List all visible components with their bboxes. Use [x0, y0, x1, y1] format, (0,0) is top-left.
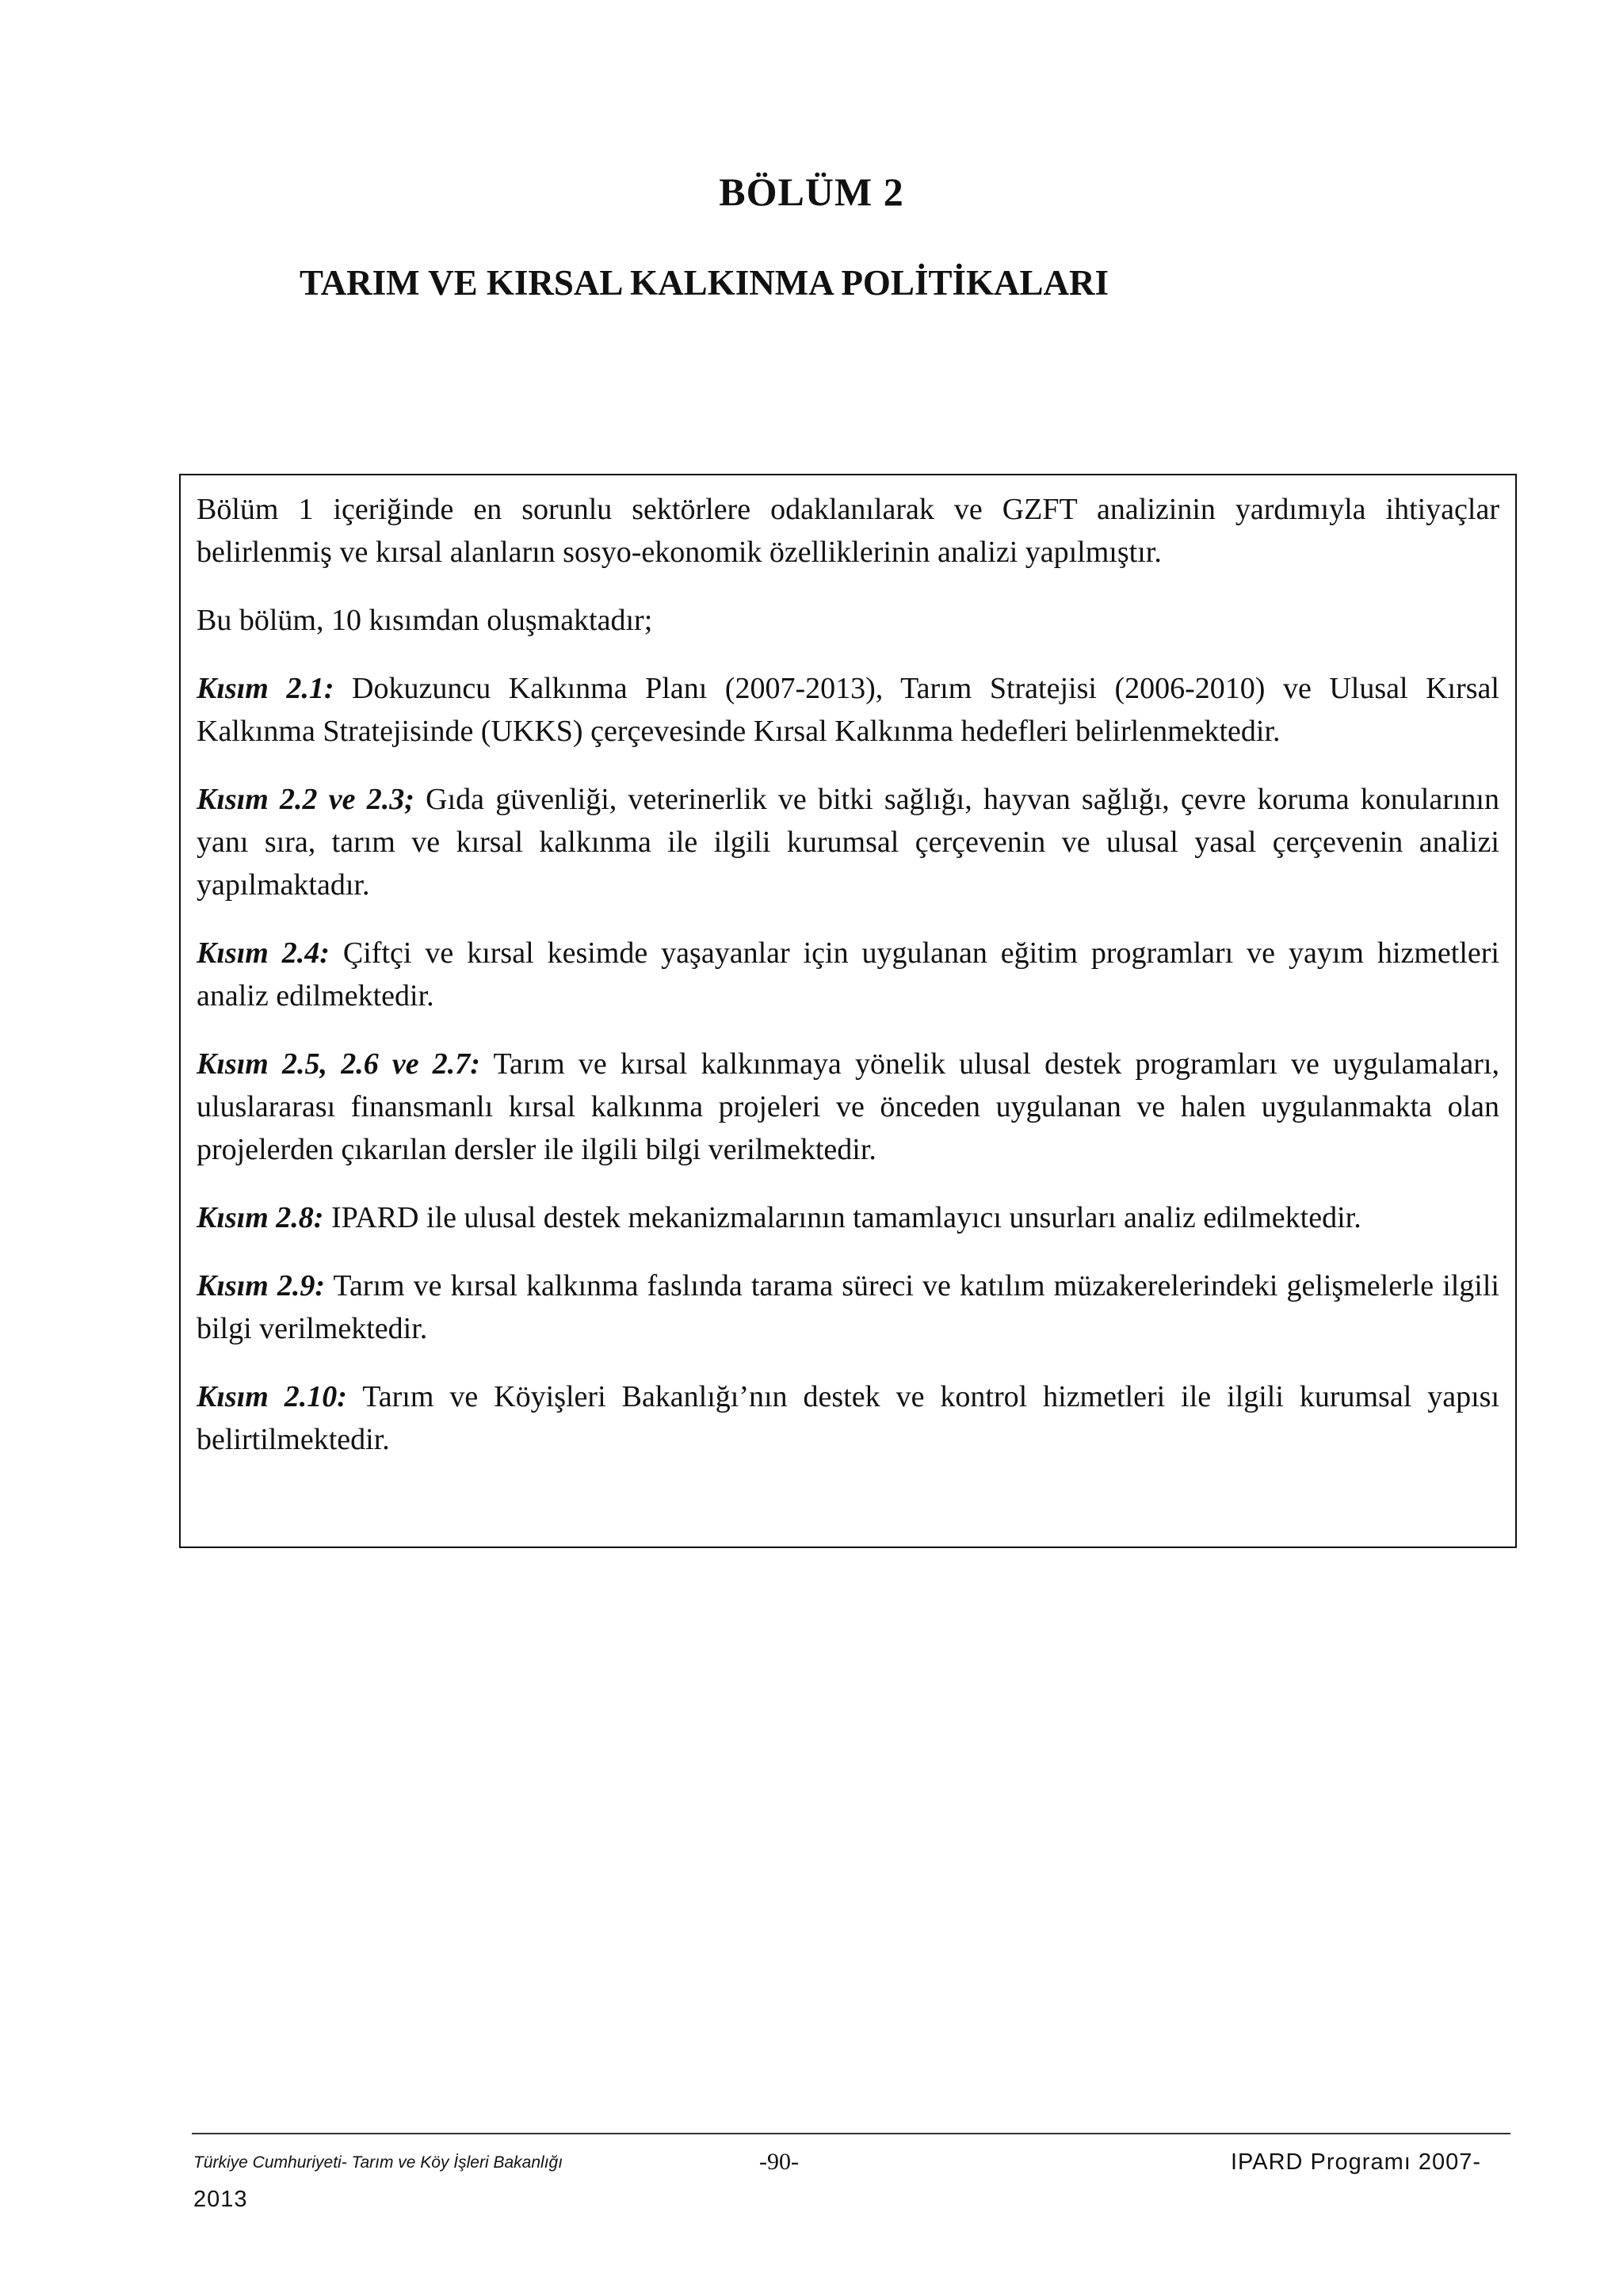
- footer-ministry: Türkiye Cumhuriyeti- Tarım ve Köy İşleri Bakanlığı: [193, 2153, 563, 2172]
- section-paragraph-2-9: [197, 1264, 1499, 1350]
- section-label: Kısım 2.10:: [197, 1380, 347, 1413]
- section-text: Çiftçi ve kırsal kesimde yaşayanlar için uygulanan eğitim programları ve yayım hizmetleri analiz edilmektedir.: [197, 936, 1499, 1013]
- section-paragraph-2-8: [197, 1196, 1499, 1239]
- intro-paragraph: Bölüm 1 içeriğinde en sorunlu sektörlere odaklanılarak ve GZFT analizinin yardımıyla ihtiyaçlar belirlenmiş ve kırsal alanların sosyo-ekonomik özelliklerinin analizi yapılmıştır.: [197, 493, 1499, 569]
- section-label: Kısım 2.2 ve 2.3;: [197, 783, 414, 816]
- section-paragraph-2-10: [197, 1375, 1499, 1461]
- section-paragraph-2-2-2-3: [197, 778, 1499, 906]
- section-text: IPARD ile ulusal destek mekanizmalarının tamamlayıcı unsurları analiz edilmektedir.: [323, 1201, 1361, 1234]
- section-text: Gıda güvenliği, veterinerlik ve bitki sağlığı, hayvan sağlığı, çevre koruma konularının yanı sıra, tarım ve kırsal kalkınma ile ilgili kurumsal çerçevenin ve ulusal yasal çerçevenin analizi yapılmaktadır.: [197, 783, 1499, 902]
- section-paragraph-2-1: [197, 667, 1499, 753]
- summary-box: [179, 474, 1517, 1548]
- section-label: Kısım 2.8:: [197, 1201, 324, 1234]
- chapter-subtitle: TARIM VE KIRSAL KALKINMA POLİTİKALARI: [300, 263, 1109, 303]
- footer-year: 2013: [193, 2187, 248, 2212]
- section-paragraph-2-5-2-7: [197, 1043, 1499, 1171]
- section-text: Dokuzuncu Kalkınma Planı (2007-2013), Tarım Stratejisi (2006-2010) ve Ulusal Kırsal Kalkınma Stratejisinde (UKKS) çerçevesinde Kırsal Kalkınma hedefleri belirlenmektedir.: [197, 672, 1499, 748]
- section-label: Kısım 2.5, 2.6 ve 2.7:: [197, 1047, 480, 1081]
- structure-paragraph: Bu bölüm, 10 kısımdan oluşmaktadır;: [197, 604, 653, 637]
- footer-program: IPARD Programı 2007-: [1231, 2149, 1482, 2175]
- section-text: Tarım ve kırsal kalkınmaya yönelik ulusal destek programları ve uygulamaları, uluslararası finansmanlı kırsal kalkınma projeleri ve önceden uygulanan ve halen uygulanmakta olan projelerden çıkarılan dersler ile ilgili bilgi verilmektedir.: [197, 1047, 1499, 1166]
- section-label: Kısım 2.1:: [197, 672, 334, 705]
- chapter-title: BÖLÜM 2: [719, 170, 904, 214]
- section-text: Tarım ve kırsal kalkınma faslında tarama süreci ve katılım müzakerelerindeki gelişmelerle ilgili bilgi verilmektedir.: [197, 1269, 1499, 1345]
- section-label: Kısım 2.4:: [197, 936, 330, 970]
- section-label: Kısım 2.9:: [197, 1269, 326, 1302]
- page-number: -90-: [759, 2149, 799, 2175]
- section-text: Tarım ve Köyişleri Bakanlığı’nın destek ve kontrol hizmetleri ile ilgili kurumsal yapısı belirtilmektedir.: [197, 1380, 1499, 1456]
- footer-divider: [192, 2133, 1510, 2134]
- section-paragraph-2-4: [197, 932, 1499, 1017]
